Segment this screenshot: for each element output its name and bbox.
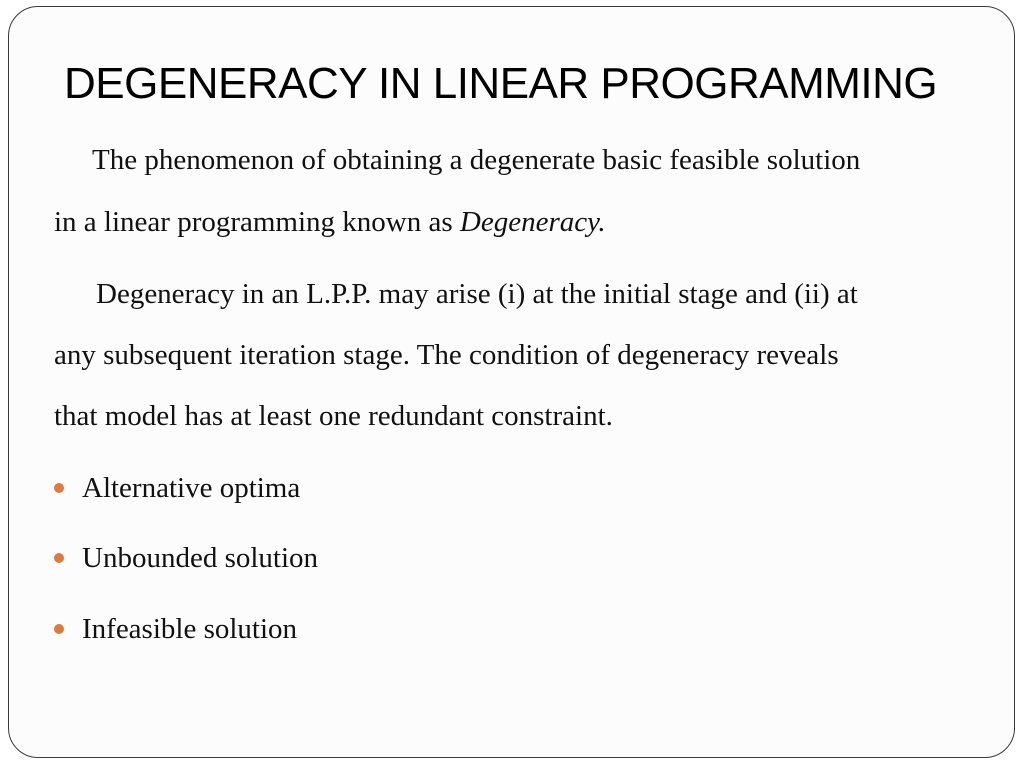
bullet-item-infeasible-solution <box>54 612 297 646</box>
bullet-label: Alternative optima <box>82 471 301 504</box>
paragraph1-line2-text: in a linear programming known as <box>54 206 460 238</box>
bullet-dot-icon <box>54 483 64 493</box>
bullet-dot-icon <box>54 553 64 563</box>
bullet-label: Infeasible solution <box>82 612 298 645</box>
bullet-dot-icon <box>54 624 64 634</box>
slide-title: DEGENERACY IN LINEAR PROGRAMMING <box>64 59 938 108</box>
paragraph2-line1: Degeneracy in an L.P.P. may arise (i) at the initial stage and (ii) at <box>96 278 858 310</box>
bullet-item-alternative-optima <box>54 471 300 505</box>
bullet-label: Unbounded solution <box>82 541 319 574</box>
paragraph1-line2 <box>54 208 606 237</box>
paragraph2-line3: that model has at least one redundant constraint. <box>54 400 613 432</box>
bullet-item-unbounded-solution <box>54 541 318 575</box>
paragraph2-line2: any subsequent iteration stage. The condition of degeneracy reveals <box>54 339 839 371</box>
paragraph1-line1: The phenomenon of obtaining a degenerate basic feasible solution <box>92 144 861 176</box>
degeneracy-term: Degeneracy. <box>459 206 606 238</box>
